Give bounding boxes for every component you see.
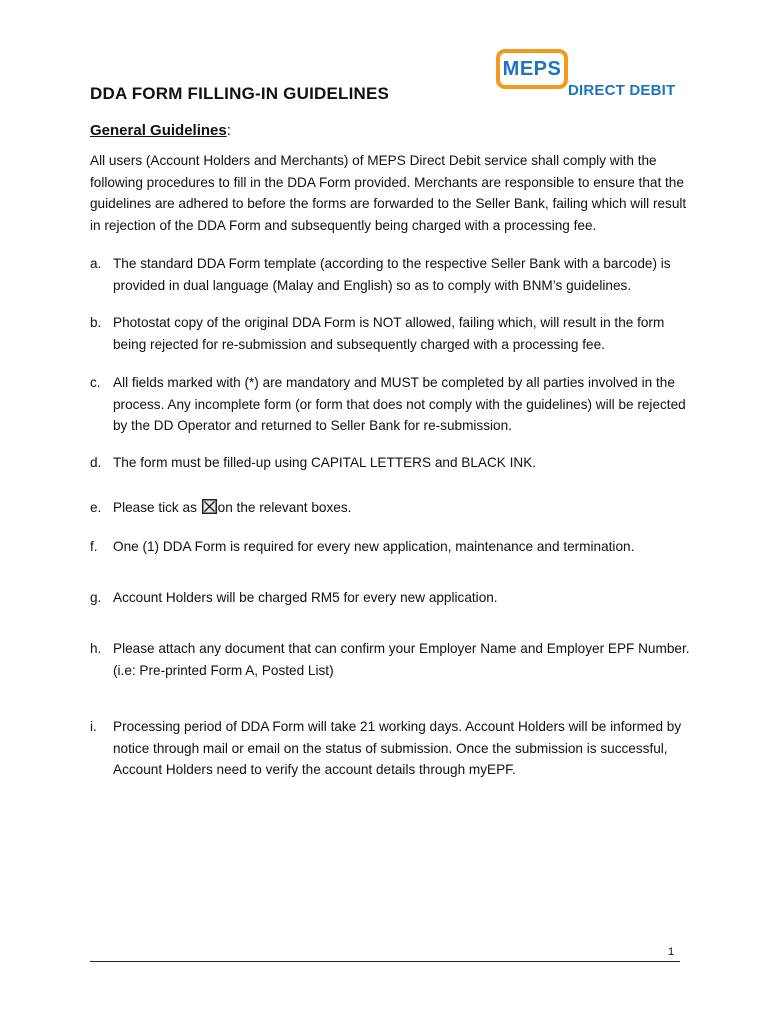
guideline-item-e <box>90 497 690 519</box>
item-text: Processing period of DDA Form will take 21 working days. Account Holders will be informed by notice through mail or email on the status of submission. Once the submission is successful, Account Holders need to verify the account details through myEPF. <box>113 719 682 777</box>
item-text: Account Holders will be charged RM5 for every new application. <box>113 590 498 605</box>
item-letter: b. <box>90 315 102 330</box>
guideline-item-i <box>90 716 690 781</box>
meps-direct-debit-logo <box>496 44 676 104</box>
item-text: Photostat copy of the original DDA Form is NOT allowed, failing which, will result in the form being rejected for re-submission and subsequently charged with a processing fee. <box>113 315 665 352</box>
item-text: The form must be filled-up using CAPITAL LETTERS and BLACK INK. <box>113 455 537 470</box>
section-heading-colon: : <box>226 122 231 139</box>
guideline-item-c <box>90 372 690 437</box>
guideline-item-a <box>90 253 690 296</box>
guideline-item-h <box>90 638 690 681</box>
item-letter: e. <box>90 500 102 515</box>
item-letter: d. <box>90 455 102 470</box>
item-text-before: Please tick as <box>113 500 201 515</box>
item-letter: c. <box>90 375 101 390</box>
guideline-item-d <box>90 452 690 474</box>
guideline-item-b <box>90 312 690 355</box>
guideline-item-g <box>90 587 690 609</box>
item-text <box>113 497 690 519</box>
item-text-after: on the relevant boxes. <box>217 500 352 515</box>
section-heading <box>90 122 231 139</box>
item-letter: f. <box>90 539 98 554</box>
item-letter: i. <box>90 719 97 734</box>
item-text: One (1) DDA Form is required for every new application, maintenance and termination. <box>113 539 635 554</box>
footer-divider <box>90 961 680 962</box>
item-letter: h. <box>90 641 102 656</box>
intro-paragraph: All users (Account Holders and Merchants) of MEPS Direct Debit service shall comply with the following procedures to fill in the DDA Form provided. Merchants are responsible to ensure that the guidelines are adhered to before the forms are forwarded to the Seller Bank, failing which will result in rejection of the DDA Form and subsequently being charged with a processing fee. <box>90 153 687 233</box>
meps-logo-badge <box>496 49 568 89</box>
guideline-item-f <box>90 536 690 558</box>
document-title: DDA FORM FILLING-IN GUIDELINES <box>90 84 390 103</box>
logo-tagline-text: DIRECT DEBIT <box>568 82 676 99</box>
item-text: Please attach any document that can confirm your Employer Name and Employer EPF Number. (i.e: Pre-printed Form A, Posted List) <box>113 641 690 678</box>
logo-brand-text: MEPS <box>502 57 562 80</box>
crossed-checkbox-icon <box>202 499 217 514</box>
page-number: 1 <box>668 946 675 958</box>
item-letter: g. <box>90 590 102 605</box>
section-heading-text: General Guidelines <box>90 122 227 139</box>
item-text: The standard DDA Form template (according to the respective Seller Bank with a barcode) is provided in dual language (Malay and English) so as to comply with BNM’s guidelines. <box>113 256 671 293</box>
item-letter: a. <box>90 256 102 271</box>
item-text: All fields marked with (*) are mandatory and MUST be completed by all parties involved in the process. Any incomplete form (or form that does not comply with the guidelines) will be rejected by the DD Operator and returned to Seller Bank for re-submission. <box>113 375 686 433</box>
